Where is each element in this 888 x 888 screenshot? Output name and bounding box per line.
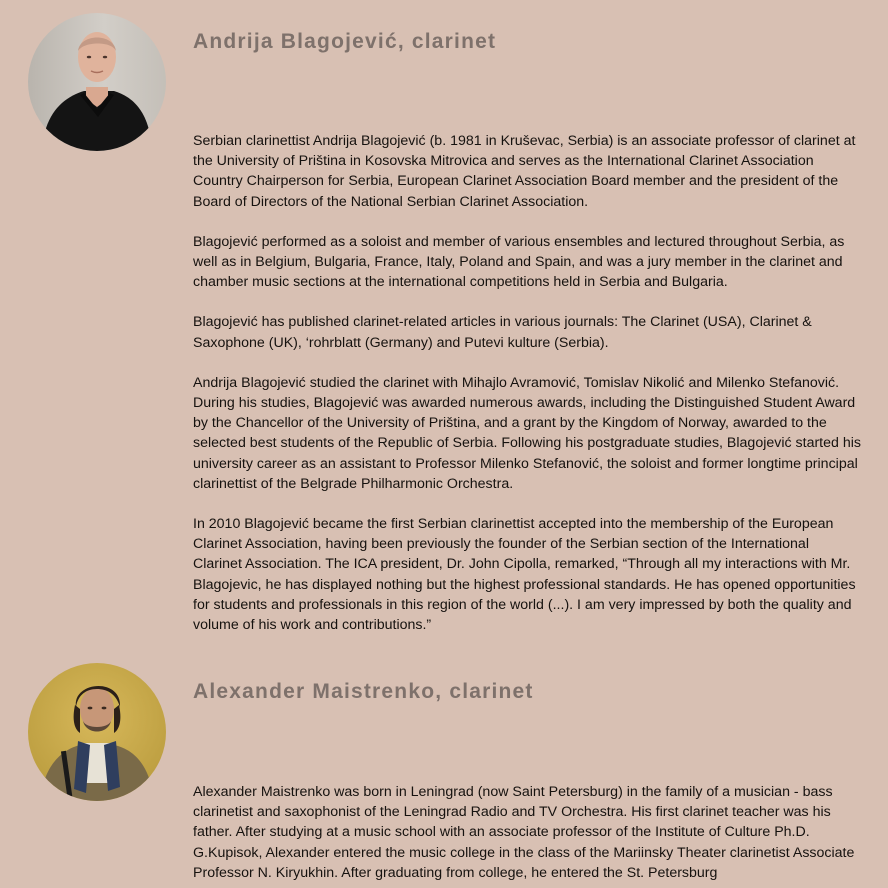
avatar-alexander-maistrenko <box>28 663 166 801</box>
bio-paragraph: Blagojević performed as a soloist and member of various ensembles and lectured throughout Serbia, as well as in Belgium, Bulgaria, France, Italy, Poland and Spain, and was a jury member in the clarinet and chamber music sections at the international competitions held in Serbia and Bulgaria. <box>193 233 845 291</box>
portrait-photo <box>28 663 166 801</box>
musician-name: Alexander Maistrenko, clarinet <box>193 680 534 703</box>
avatar-andrija-blagojevic <box>28 13 166 151</box>
bio-paragraph: In 2010 Blagojević became the first Serbian clarinettist accepted into the membership of the European Clarinet Association, having been previously the founder of the Serbian section of the International Clarinet Association. The ICA president, Dr. John Cipolla, remarked, “Through all my interactions with Mr. Blagojevic, he has displayed nothing but the highest professional standards. He has opened opportunities for students and professionals in this region of the world (...). I am very impressed by both the quality and volume of his work and contributions.” <box>193 516 856 634</box>
bio-paragraph: Blagojević has published clarinet-related articles in various journals: The Clarinet (USA), Clarinet & Saxophone (UK), ‘rohrblatt (Germany) and Putevi kulture (Serbia). <box>193 314 812 351</box>
musician-name: Andrija Blagojević, clarinet <box>193 30 497 53</box>
portrait-photo <box>28 13 166 151</box>
musician-bio <box>193 131 861 635</box>
bio-paragraph: Alexander Maistrenko was born in Leningrad (now Saint Petersburg) in the family of a musician - bass clarinetist and saxophonist of the Leningrad Radio and TV Orchestra. His first clarinet teacher was his father. After studying at a music school with an associate professor of the Institute of Culture Ph.D. G.Kupisok, Alexander entered the music college in the class of the Mariinsky Theater clarinetist Associate Professor N. Kiryukhin. After graduating from college, he entered the St. Petersburg <box>193 784 855 881</box>
musician-bio <box>193 782 861 883</box>
bio-paragraph: Andrija Blagojević studied the clarinet with Mihajlo Avramović, Tomislav Nikolić and Milenko Stefanović. During his studies, Blagojević was awarded numerous awards, including the Distinguished Student Award by the Chancellor of the University of Priština, and a grant by the Kingdom of Norway, awarded to the selected best students of the Republic of Serbia. Following his postgraduate studies, Blagojević started his university career as an assistant to Professor Milenko Stefanović, the soloist and former longtime principal clarinettist of the Belgrade Philharmonic Orchestra. <box>193 374 861 492</box>
bio-paragraph: Serbian clarinettist Andrija Blagojević (b. 1981 in Kruševac, Serbia) is an associate professor of clarinet at the University of Priština in Kosovska Mitrovica and serves as the International Clarinet Association Country Chairperson for Serbia, European Clarinet Association Board member and the president of the Board of Directors of the National Serbian Clarinet Association. <box>193 133 856 210</box>
